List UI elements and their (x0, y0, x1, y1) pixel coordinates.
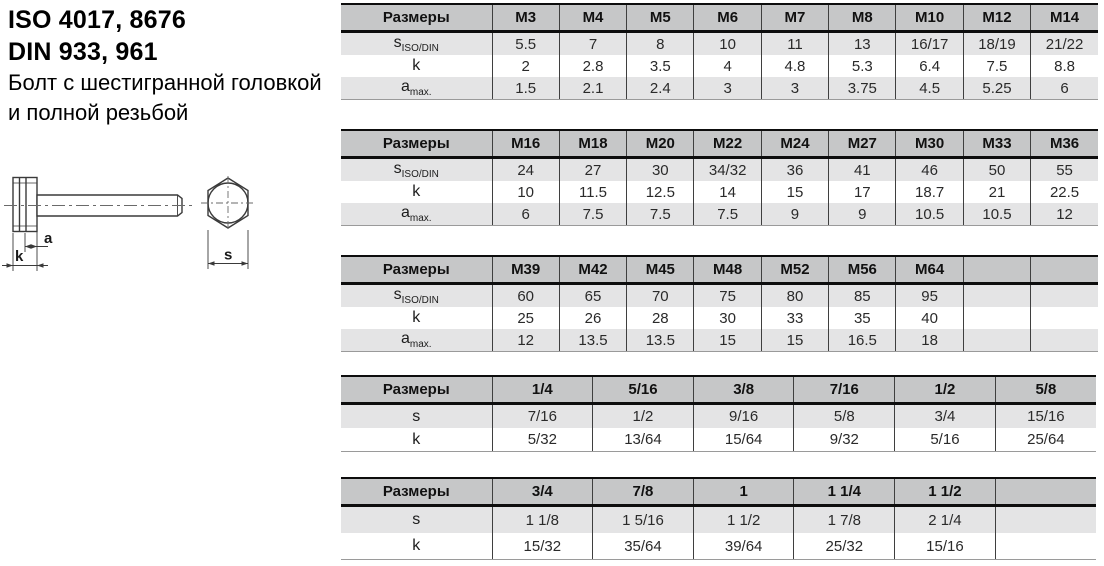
column-header: 7/16 (794, 376, 895, 404)
table-cell: 14 (694, 181, 761, 203)
dimension-k-label: k (15, 248, 24, 265)
row-label: k (412, 57, 421, 74)
table-cell: 36 (761, 158, 828, 182)
table-row (341, 203, 1098, 226)
table-cell: 1 1/8 (492, 506, 593, 534)
table-cell: 9 (761, 203, 828, 226)
table-cell: 5.3 (829, 55, 896, 77)
table-cell: 55 (1031, 158, 1098, 182)
column-header (1031, 256, 1098, 284)
table-cell: 2.4 (627, 77, 694, 100)
table-cell: 13 (829, 32, 896, 56)
table-cell: 16.5 (829, 329, 896, 352)
table-cell: 15 (761, 181, 828, 203)
table-row (341, 158, 1098, 182)
table-cell: 7.5 (627, 203, 694, 226)
column-header: M48 (694, 256, 761, 284)
bolt-side-view (13, 178, 182, 232)
column-header: 7/8 (593, 478, 694, 506)
table-cell: 8.8 (1031, 55, 1098, 77)
dimension-table-inch-small (341, 375, 1096, 452)
table-cell (1031, 284, 1098, 308)
column-header (963, 256, 1030, 284)
table-cell: 5.25 (963, 77, 1030, 100)
column-header: 5/8 (995, 376, 1096, 404)
table-cell: 60 (492, 284, 559, 308)
table-cell: 7.5 (694, 203, 761, 226)
table-cell: 12 (1031, 203, 1098, 226)
column-header: M42 (559, 256, 626, 284)
table-corner-header: Размеры (341, 376, 492, 404)
table-corner-header: Размеры (341, 4, 492, 32)
dimension-table-metric-m16-m36 (341, 129, 1098, 226)
table-row (341, 329, 1098, 352)
column-header: 3/8 (693, 376, 794, 404)
table-cell: 16/17 (896, 32, 963, 56)
column-header: 1/2 (895, 376, 996, 404)
table-cell: 30 (694, 307, 761, 329)
table-cell: 75 (694, 284, 761, 308)
table-cell: 4.5 (896, 77, 963, 100)
table-cell (995, 506, 1096, 534)
row-label: k (341, 533, 492, 560)
table-cell: 12 (492, 329, 559, 352)
column-header: 3/4 (492, 478, 593, 506)
table-cell: 25/32 (794, 533, 895, 560)
column-header: M8 (829, 4, 896, 32)
table-cell (963, 307, 1030, 329)
table-cell: 10 (694, 32, 761, 56)
table-cell: 24 (492, 158, 559, 182)
table-row (341, 533, 1096, 560)
row-label: $s_{ISO/DIN}$ (341, 158, 492, 182)
row-label: k (412, 309, 421, 326)
column-header: 5/16 (593, 376, 694, 404)
table-corner-header: Размеры (341, 130, 492, 158)
table-cell: 35/64 (593, 533, 694, 560)
table-cell: 1 5/16 (593, 506, 694, 534)
table-cell: 2.1 (559, 77, 626, 100)
table-cell: 5/32 (492, 428, 593, 452)
table-cell: 6.4 (896, 55, 963, 77)
dimension-table-inch-large (341, 477, 1096, 560)
table-cell: 41 (829, 158, 896, 182)
table-cell: 25/64 (995, 428, 1096, 452)
table-cell: 15/16 (995, 404, 1096, 429)
table-cell: 39/64 (693, 533, 794, 560)
column-header: M7 (761, 4, 828, 32)
table-cell: 25 (492, 307, 559, 329)
table-cell: 7.5 (963, 55, 1030, 77)
table-cell (963, 329, 1030, 352)
table-cell: 46 (896, 158, 963, 182)
table-cell: 5.5 (492, 32, 559, 56)
table-row (341, 428, 1096, 452)
table-cell (963, 284, 1030, 308)
table-cell: 80 (761, 284, 828, 308)
product-description-line1: Болт с шестигранной головкой (8, 70, 322, 95)
column-header: M6 (694, 4, 761, 32)
column-header: M12 (963, 4, 1030, 32)
dimension-table-metric-m39-m64 (341, 255, 1098, 352)
table-cell: 8 (627, 32, 694, 56)
table-cell: 95 (896, 284, 963, 308)
table-row (341, 307, 1098, 329)
table-cell: 9/32 (794, 428, 895, 452)
table-cell: 11.5 (559, 181, 626, 203)
column-header: M33 (963, 130, 1030, 158)
table-row (341, 32, 1098, 56)
column-header: M5 (627, 4, 694, 32)
din-standards-title: DIN 933, 961 (8, 38, 158, 66)
table-cell: 2 1/4 (895, 506, 996, 534)
table-corner-header: Размеры (341, 256, 492, 284)
table-cell: 28 (627, 307, 694, 329)
table-cell: 3.75 (829, 77, 896, 100)
row-label: $s_{ISO/DIN}$ (341, 32, 492, 56)
dimension-table-metric-m3-m14 (341, 3, 1098, 100)
table-cell: 50 (963, 158, 1030, 182)
column-header: M18 (559, 130, 626, 158)
column-header: 1/4 (492, 376, 593, 404)
column-header: M10 (896, 4, 963, 32)
column-header: M36 (1031, 130, 1098, 158)
table-cell: 65 (559, 284, 626, 308)
row-label: $a_{max.}$ (341, 329, 492, 352)
table-cell: 30 (627, 158, 694, 182)
table-cell: 17 (829, 181, 896, 203)
table-cell: 3 (694, 77, 761, 100)
table-cell: 15/64 (693, 428, 794, 452)
table-cell: 13.5 (559, 329, 626, 352)
column-header: M4 (559, 4, 626, 32)
table-cell: 70 (627, 284, 694, 308)
dimension-a-label: a (44, 230, 53, 247)
row-label: s (341, 506, 492, 534)
table-cell: 15 (694, 329, 761, 352)
table-cell: 13/64 (593, 428, 694, 452)
table-cell (995, 533, 1096, 560)
row-label: $a_{max.}$ (341, 203, 492, 226)
column-header: 1 1/4 (794, 478, 895, 506)
table-cell: 9/16 (693, 404, 794, 429)
column-header: M64 (896, 256, 963, 284)
table-row (341, 77, 1098, 100)
table-cell: 15 (761, 329, 828, 352)
table-row (341, 181, 1098, 203)
column-header: M30 (896, 130, 963, 158)
table-cell: 3.5 (627, 55, 694, 77)
table-cell: 6 (1031, 77, 1098, 100)
row-label: $a_{max.}$ (341, 77, 492, 100)
row-label: k (341, 428, 492, 452)
table-cell: 7 (559, 32, 626, 56)
column-header: M24 (761, 130, 828, 158)
table-cell: 10.5 (963, 203, 1030, 226)
table-cell: 9 (829, 203, 896, 226)
table-cell: 15/16 (895, 533, 996, 560)
column-header: M45 (627, 256, 694, 284)
table-cell: 85 (829, 284, 896, 308)
row-label: $s_{ISO/DIN}$ (341, 284, 492, 308)
column-header: M56 (829, 256, 896, 284)
table-cell: 35 (829, 307, 896, 329)
table-cell: 5/8 (794, 404, 895, 429)
table-cell: 3/4 (895, 404, 996, 429)
table-cell: 2 (492, 55, 559, 77)
bolt-head (13, 178, 37, 232)
table-row (341, 55, 1098, 77)
column-header: 1 1/2 (895, 478, 996, 506)
product-description-line2: и полной резьбой (8, 100, 189, 125)
table-cell: 3 (761, 77, 828, 100)
column-header: 1 (693, 478, 794, 506)
table-row (341, 506, 1096, 534)
table-row (341, 284, 1098, 308)
table-cell: 21/22 (1031, 32, 1098, 56)
table-cell: 33 (761, 307, 828, 329)
column-header: M20 (627, 130, 694, 158)
table-cell: 1 7/8 (794, 506, 895, 534)
table-corner-header: Размеры (341, 478, 492, 506)
table-cell: 10.5 (896, 203, 963, 226)
iso-standards-title: ISO 4017, 8676 (8, 6, 186, 34)
table-cell: 12.5 (627, 181, 694, 203)
table-cell: 2.8 (559, 55, 626, 77)
table-cell: 6 (492, 203, 559, 226)
table-cell: 18.7 (896, 181, 963, 203)
table-cell: 21 (963, 181, 1030, 203)
title-block (8, 4, 338, 128)
table-cell: 4.8 (761, 55, 828, 77)
column-header: M14 (1031, 4, 1098, 32)
table-cell: 15/32 (492, 533, 593, 560)
table-cell: 10 (492, 181, 559, 203)
table-cell: 1 1/2 (693, 506, 794, 534)
table-cell: 40 (896, 307, 963, 329)
table-cell: 11 (761, 32, 828, 56)
table-cell: 4 (694, 55, 761, 77)
table-cell: 27 (559, 158, 626, 182)
table-cell: 34/32 (694, 158, 761, 182)
column-header: M16 (492, 130, 559, 158)
table-row (341, 404, 1096, 429)
row-label: s (341, 404, 492, 429)
table-cell (1031, 307, 1098, 329)
table-cell: 18 (896, 329, 963, 352)
table-cell (1031, 329, 1098, 352)
table-cell: 7/16 (492, 404, 593, 429)
table-cell: 26 (559, 307, 626, 329)
column-header: M39 (492, 256, 559, 284)
table-cell: 5/16 (895, 428, 996, 452)
table-cell: 7.5 (559, 203, 626, 226)
table-cell: 18/19 (963, 32, 1030, 56)
table-cell: 13.5 (627, 329, 694, 352)
row-label: k (412, 183, 421, 200)
column-header: M52 (761, 256, 828, 284)
table-cell: 22.5 (1031, 181, 1098, 203)
bolt-technical-drawing (0, 168, 310, 280)
column-header: M22 (694, 130, 761, 158)
column-header (995, 478, 1096, 506)
column-header: M3 (492, 4, 559, 32)
table-cell: 1.5 (492, 77, 559, 100)
dimension-s-label: s (224, 246, 233, 264)
table-cell: 1/2 (593, 404, 694, 429)
column-header: M27 (829, 130, 896, 158)
